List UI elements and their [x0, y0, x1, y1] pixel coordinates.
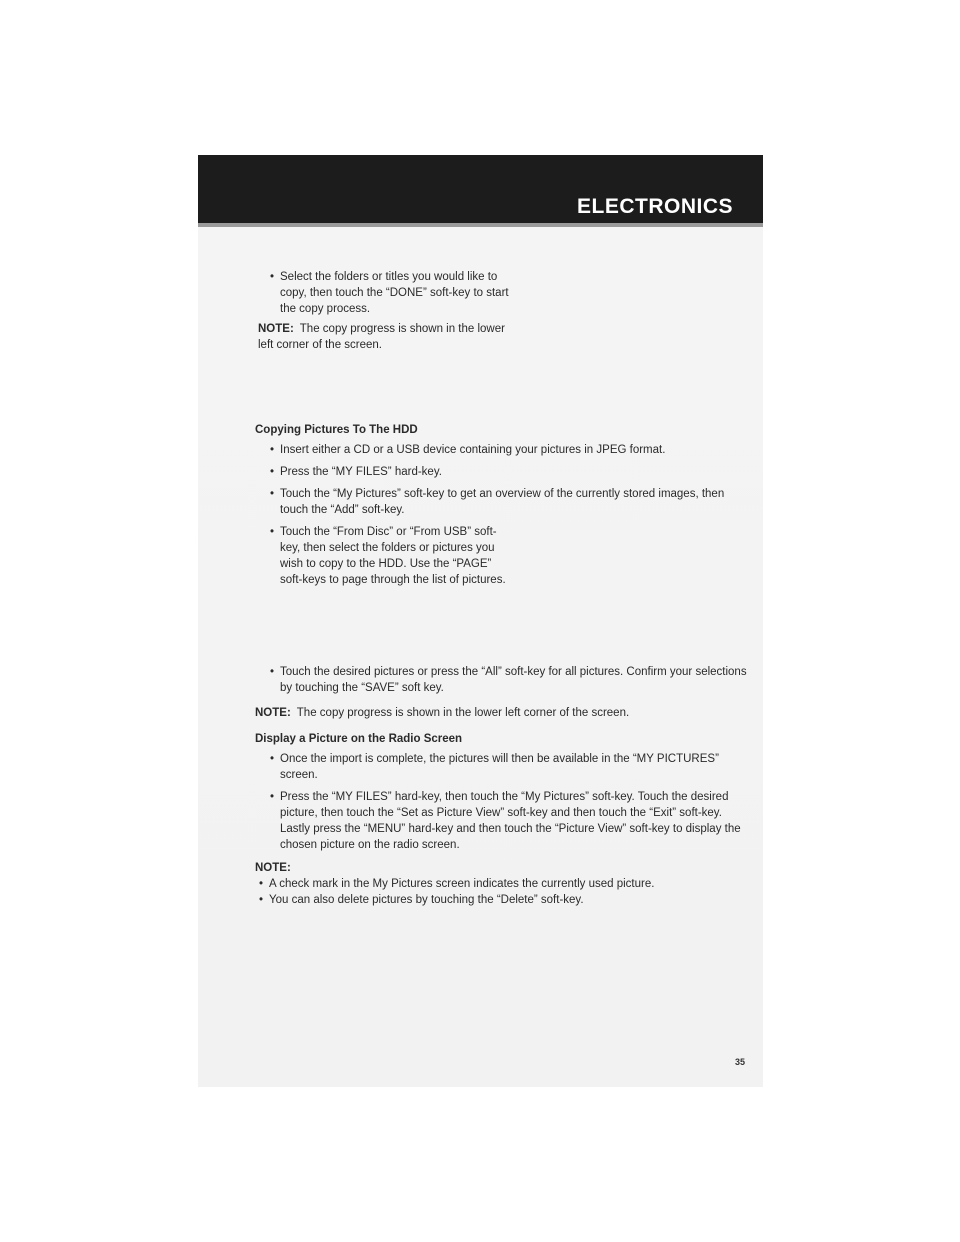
page-content	[198, 155, 763, 1087]
section-heading-display: Display a Picture on the Radio Screen	[255, 733, 463, 745]
note-text: The copy progress is shown in the lower left corner of the screen.	[258, 323, 505, 351]
section-title: ELECTRONICS	[576, 195, 733, 218]
list-item: • Touch the desired pictures or press the “All” soft-key for all pictures. Confirm your selections by touching the “SAVE” soft key.	[266, 664, 750, 696]
list-item: • Press the “MY FILES” hard-key, then touch the “My Pictures” soft-key. Touch the desired picture, then touch the “Set as Picture View” soft-key and then touch the “Exit” soft-key. Lastly press the “MENU” hard-key and then touch the “Picture View” soft-key to display the chosen picture on the radio screen.	[266, 789, 755, 853]
copying-note	[255, 705, 735, 721]
list-item: • Touch the “From Disc” or “From USB” soft-key, then select the folders or pictures you wish to copy to the HDD. Use the “PAGE” soft-keys to page through the list of pictures.	[266, 524, 510, 588]
list-item: • Insert either a CD or a USB device containing your pictures in JPEG format.	[266, 442, 750, 458]
page-number: 35	[734, 1057, 745, 1067]
list-item: • Press the “MY FILES” hard-key.	[266, 464, 750, 480]
note-text: The copy progress is shown in the lower left corner of the screen.	[296, 707, 630, 719]
list-item: • Touch the “My Pictures” soft-key to get an overview of the currently stored images, then touch the “Add” soft-key.	[266, 486, 750, 518]
section-heading-copying: Copying Pictures To The HDD	[255, 424, 418, 436]
note-item: • A check mark in the My Pictures screen indicates the currently used picture.	[255, 876, 749, 892]
note-item: • You can also delete pictures by touching the “Delete” soft-key.	[255, 892, 749, 908]
note-label: NOTE:	[255, 707, 291, 719]
intro-note	[258, 321, 518, 353]
display-note-label: NOTE:	[255, 862, 291, 874]
list-item: • Once the import is complete, the pictures will then be available in the “MY PICTURES” screen.	[266, 751, 755, 783]
manual-page	[198, 155, 763, 1087]
note-label: NOTE:	[258, 323, 294, 335]
intro-bullet: • Select the folders or titles you would like to copy, then touch the “DONE” soft-key to start the copy process.	[266, 269, 515, 317]
